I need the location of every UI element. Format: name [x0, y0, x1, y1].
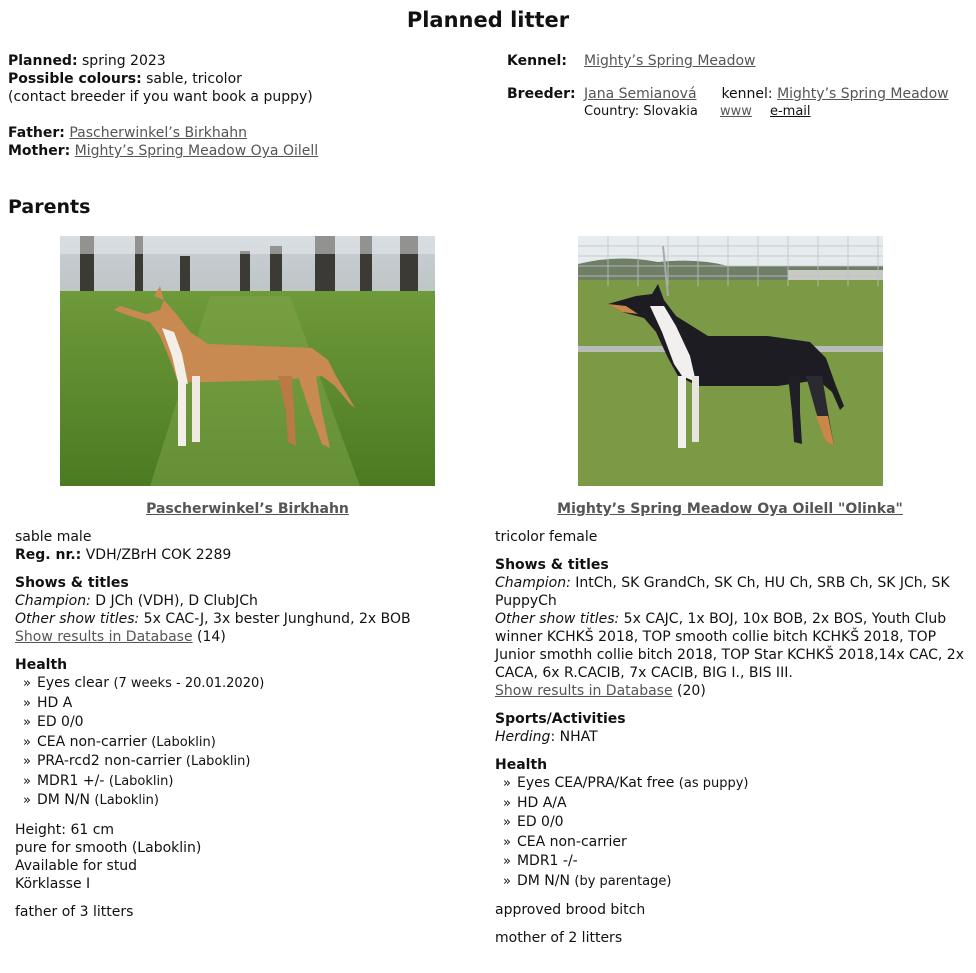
- planned-value: spring 2023: [82, 53, 166, 69]
- mother-sport-value: : NHAT: [550, 729, 598, 745]
- father-column: [15, 236, 480, 921]
- kennel-link[interactable]: Mighty’s Spring Meadow: [584, 53, 756, 69]
- breeder-country: Country: Slovakia: [584, 104, 698, 119]
- double-chevron-right-icon: »: [503, 795, 511, 811]
- father-name: [15, 500, 480, 518]
- breeder-link[interactable]: Jana Semianová: [584, 86, 697, 102]
- mother-results-row: [495, 682, 965, 700]
- parents-heading: Parents: [8, 196, 91, 218]
- mother-other-row: [495, 610, 965, 682]
- list-item: » CEA non-carrier (Laboklin): [23, 733, 216, 750]
- list-item: » HD A/A: [503, 794, 567, 811]
- mother-approved: approved brood bitch: [495, 902, 646, 918]
- father-name-link[interactable]: Pascherwinkel’s Birkhahn: [146, 501, 349, 517]
- double-chevron-right-icon: »: [23, 734, 31, 750]
- list-item: » CEA non-carrier: [503, 833, 627, 850]
- mother-shows-heading: Shows & titles: [495, 557, 609, 573]
- father-reg-value: VDH/ZBrH COK 2289: [85, 547, 232, 563]
- breeder-label: Breeder:: [507, 86, 576, 102]
- father-champion-row: [15, 592, 480, 610]
- father-health-heading: Health: [15, 657, 68, 673]
- father-health-list: [15, 674, 480, 811]
- mother-champion-value: IntCh, SK GrandCh, SK Ch, HU Ch, SRB Ch, SK JCh, SK PuppyCh: [495, 575, 950, 609]
- mother-other-value: 5x CAJC, 1x BOJ, 10x BOB, 2x BOS, Youth Club winner KCHKŠ 2018, TOP smooth collie bitch KCHKŠ 2018, TOP Junior smothh collie bitch 2018, TOP Star KCHKŠ 2018,14x CAC, 2x CACA, 6x R.CACIB, 7x CACIB, BIG I., BIS III.: [495, 611, 964, 681]
- kennel-label: Kennel:: [507, 53, 567, 69]
- list-item: » ED 0/0: [23, 714, 84, 730]
- mother-link[interactable]: Mighty’s Spring Meadow Oya Oilell: [74, 143, 319, 159]
- litter-info: [8, 52, 488, 160]
- double-chevron-right-icon: »: [23, 793, 31, 808]
- mother-litters: mother of 2 litters: [495, 930, 623, 946]
- father-link[interactable]: Pascherwinkel’s Birkhahn: [69, 125, 248, 141]
- father-label: Father:: [8, 125, 65, 141]
- mother-sports-heading: Sports/Activities: [495, 711, 626, 727]
- breeder-contact: [584, 103, 949, 121]
- double-chevron-right-icon: »: [23, 676, 31, 691]
- father-photo-image: [60, 236, 435, 486]
- mother-health-heading: Health: [495, 757, 548, 773]
- planned-row: [8, 52, 488, 70]
- mother-other-label: Other show titles:: [495, 611, 620, 627]
- father-pure: pure for smooth (Laboklin): [15, 839, 202, 856]
- mother-champion-row: [495, 574, 965, 610]
- list-item: » MDR1 +/- (Laboklin): [23, 772, 174, 789]
- email-link[interactable]: e-mail: [769, 104, 811, 119]
- father-korklasse: Körklasse I: [15, 875, 91, 892]
- list-item: » PRA-rcd2 non-carrier (Laboklin): [23, 753, 251, 769]
- mother-results-link[interactable]: Show results in Database: [495, 683, 673, 699]
- mother-label: Mother:: [8, 143, 71, 159]
- father-reg-row: [15, 546, 480, 564]
- double-chevron-right-icon: »: [503, 873, 511, 889]
- kennel-info: [507, 52, 967, 121]
- father-other-row: [15, 610, 480, 628]
- list-item: » Eyes clear (7 weeks - 20.01.2020): [23, 675, 265, 691]
- double-chevron-right-icon: »: [23, 754, 31, 769]
- father-litters: father of 3 litters: [15, 903, 134, 920]
- father-results-link[interactable]: Show results in Database: [15, 629, 193, 645]
- father-height: Height: 61 cm: [15, 821, 115, 838]
- father-photo[interactable]: [60, 236, 435, 486]
- list-item: » ED 0/0: [503, 814, 564, 830]
- list-item: » MDR1 -/-: [503, 853, 578, 869]
- list-item: » HD A: [23, 694, 73, 711]
- mother-name: [495, 500, 965, 518]
- father-stud: Available for stud: [15, 857, 138, 874]
- father-reg-label: Reg. nr.:: [15, 547, 82, 563]
- father-other-value: 5x CAC-J, 3x bester Junghund, 2x BOB: [143, 611, 411, 627]
- colours-label: Possible colours:: [8, 71, 142, 87]
- mother-row: [8, 142, 488, 160]
- double-chevron-right-icon: »: [503, 815, 511, 830]
- mother-column: [495, 236, 965, 947]
- father-other-label: Other show titles:: [15, 611, 140, 627]
- father-champion-label: Champion:: [15, 593, 91, 609]
- colours-row: [8, 70, 488, 88]
- planned-label: Planned:: [8, 53, 78, 69]
- mother-name-link[interactable]: Mighty’s Spring Meadow Oya Oilell "Olinka": [557, 501, 903, 517]
- mother-results-count: (20): [677, 683, 706, 699]
- mother-sport-label: Herding: [495, 729, 551, 745]
- contact-note: (contact breeder if you want book a puppy): [8, 89, 313, 105]
- father-champion-value: D JCh (VDH), D ClubJCh: [95, 593, 258, 609]
- list-item: » DM N/N (by parentage): [503, 872, 672, 889]
- double-chevron-right-icon: »: [23, 773, 31, 789]
- father-row: [8, 124, 488, 142]
- mother-photo[interactable]: [578, 236, 883, 486]
- double-chevron-right-icon: »: [23, 715, 31, 730]
- page-title: Planned litter: [406, 8, 570, 32]
- father-results-count: (14): [197, 629, 226, 645]
- double-chevron-right-icon: »: [503, 776, 511, 791]
- father-shows-heading: Shows & titles: [15, 575, 129, 591]
- breeder-kennel-label: kennel:: [721, 86, 773, 102]
- mother-sex: tricolor female: [495, 529, 598, 545]
- mother-health-list: [495, 774, 965, 891]
- list-item: » DM N/N (Laboklin): [23, 792, 159, 808]
- double-chevron-right-icon: »: [503, 834, 511, 850]
- list-item: » Eyes CEA/PRA/Kat free (as puppy): [503, 775, 749, 791]
- father-sex: sable male: [15, 529, 92, 545]
- mother-champion-label: Champion:: [495, 575, 571, 591]
- double-chevron-right-icon: »: [23, 695, 31, 711]
- mother-photo-image: [578, 236, 883, 486]
- father-results-row: [15, 628, 480, 646]
- colours-value: sable, tricolor: [146, 71, 242, 87]
- www-link[interactable]: www: [719, 104, 752, 119]
- mother-sport-row: [495, 728, 965, 746]
- double-chevron-right-icon: »: [503, 854, 511, 869]
- breeder-kennel-link[interactable]: Mighty’s Spring Meadow: [777, 86, 949, 102]
